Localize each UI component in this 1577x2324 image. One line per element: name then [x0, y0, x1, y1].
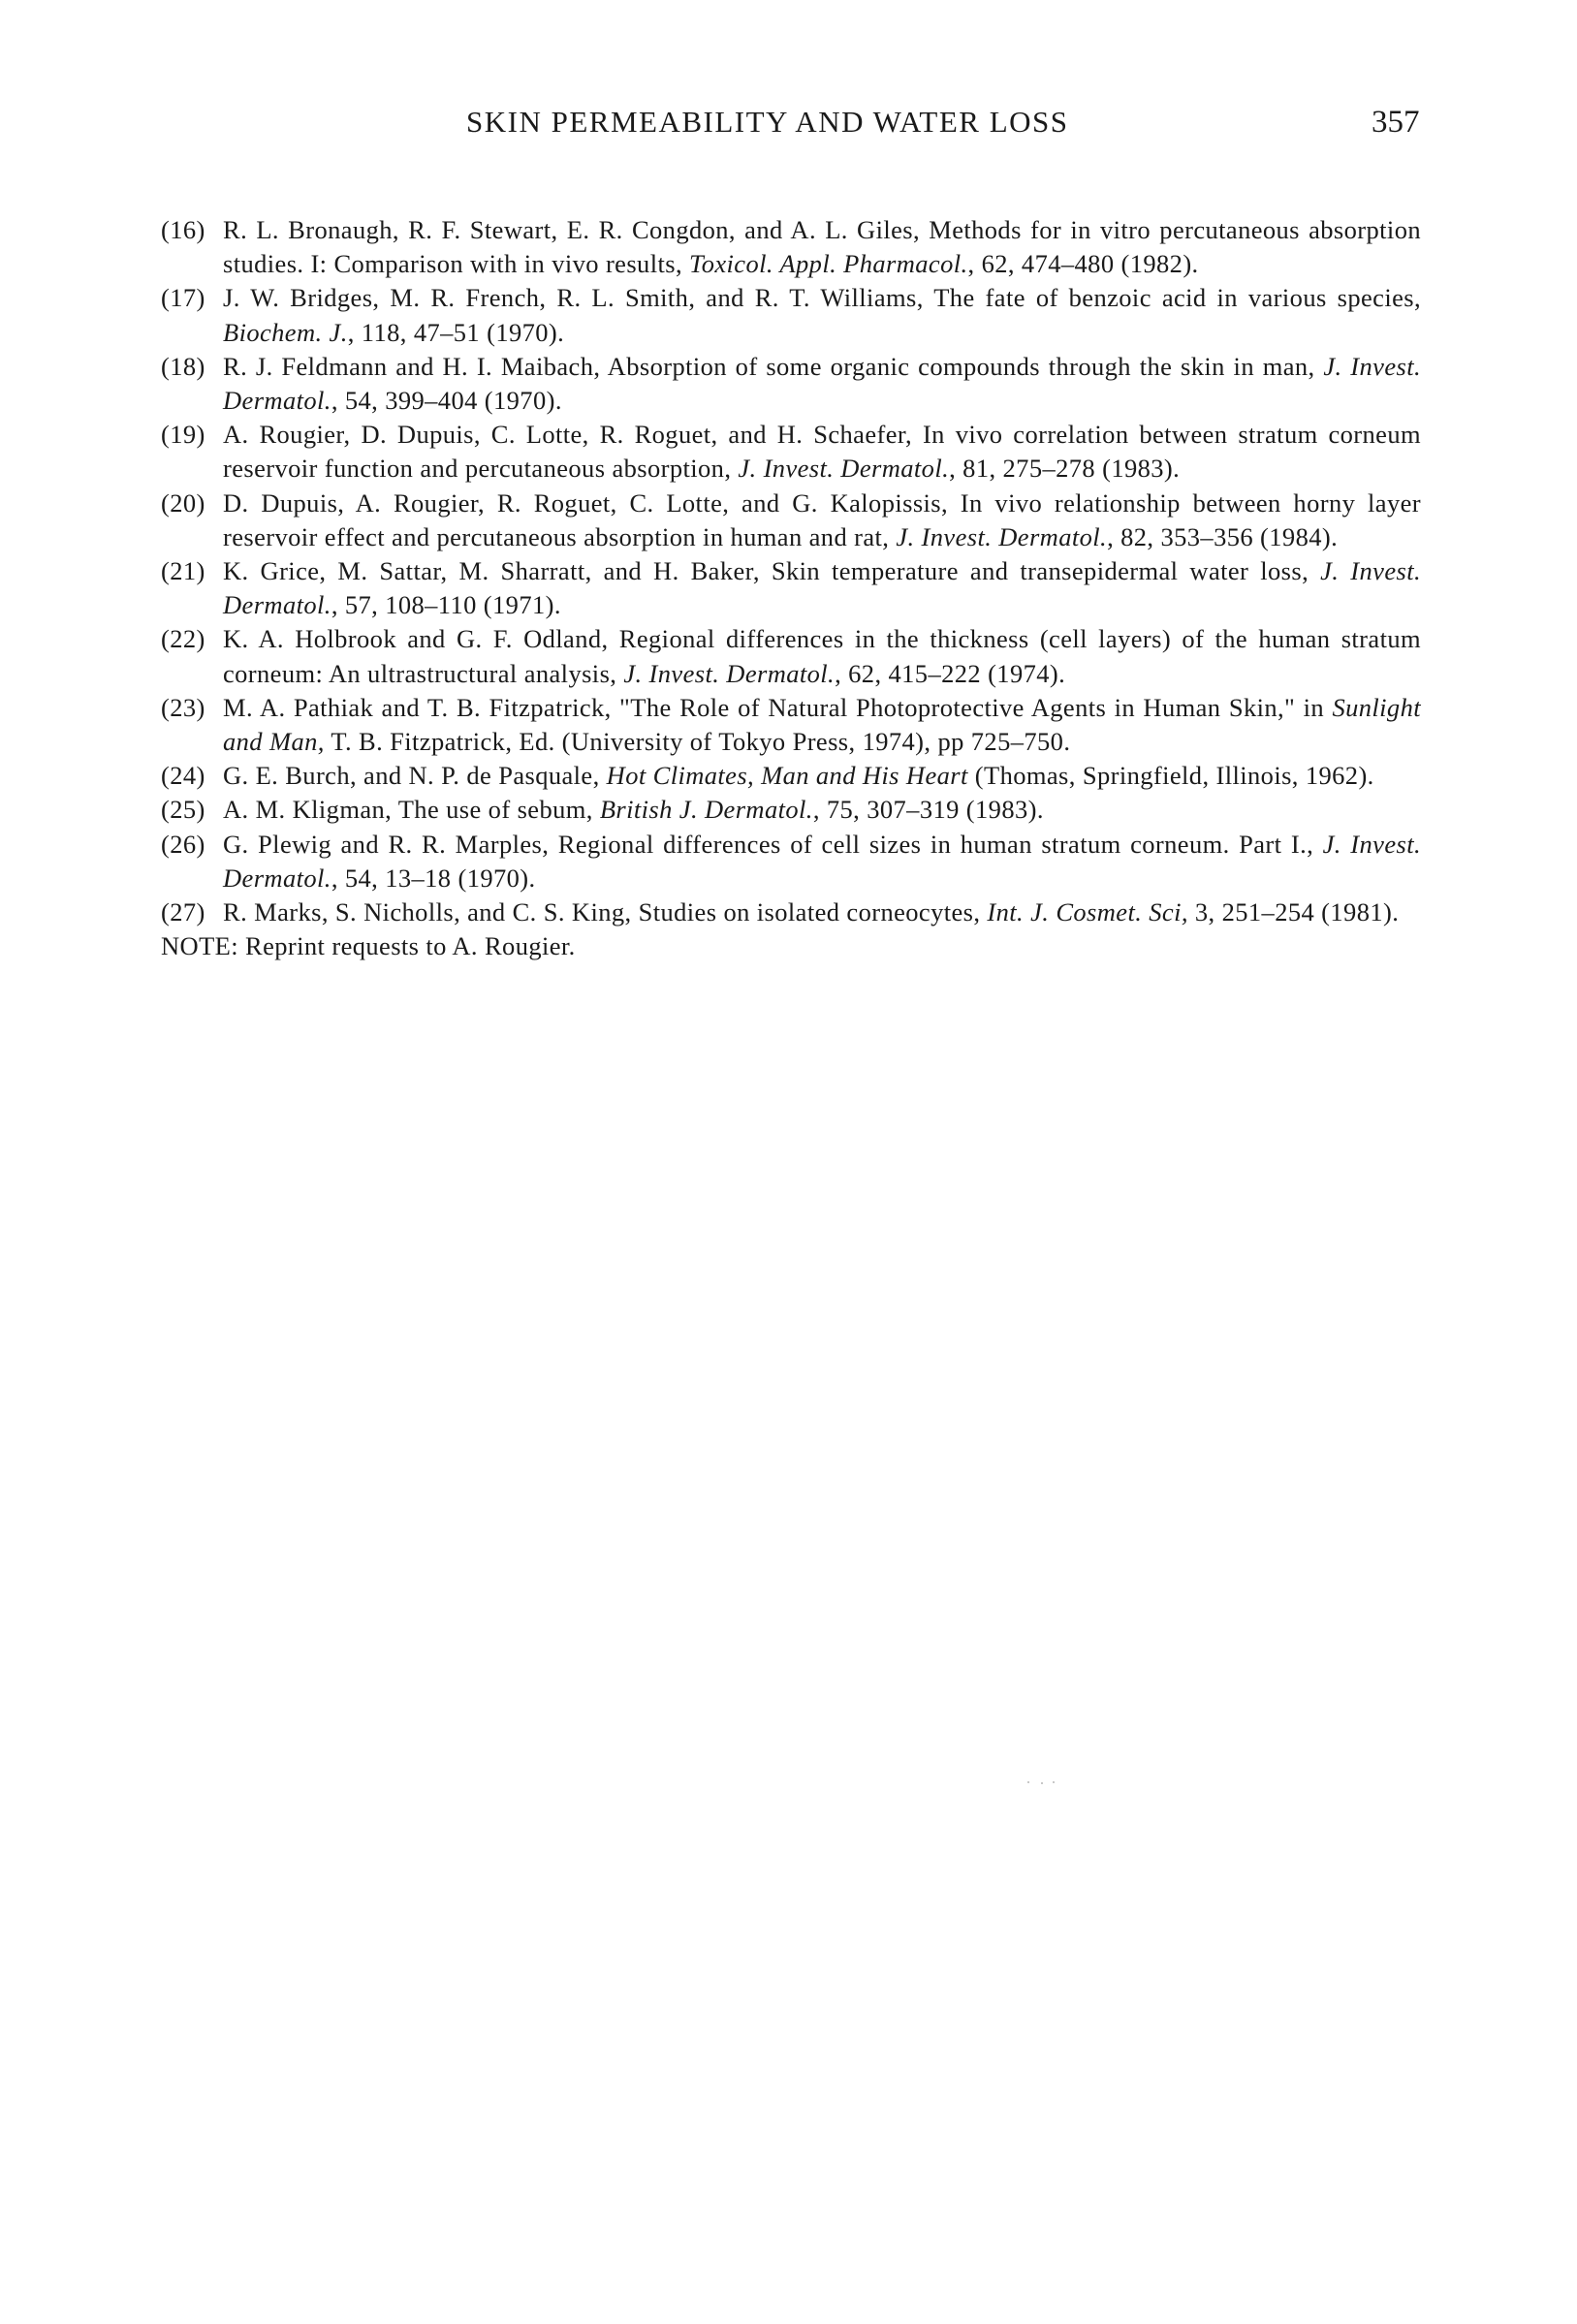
- reference-text: , 62, 474–480 (1982).: [967, 249, 1199, 279]
- reference-number: (24): [161, 761, 205, 791]
- reference-text: R. J. Feldmann and H. I. Maibach, Absorption of some organic compounds through the skin in man,: [223, 351, 1324, 381]
- reference-number: (21): [161, 556, 205, 586]
- reference-number: (16): [161, 215, 205, 244]
- reference-entry: [161, 759, 1421, 793]
- reference-entry: [161, 281, 1421, 349]
- reference-entry: [161, 350, 1421, 418]
- reference-number: (19): [161, 420, 205, 450]
- reference-text: K. Grice, M. Sattar, M. Sharratt, and H. Baker, Skin temperature and transepidermal water loss,: [223, 556, 1321, 586]
- reference-text: A. Rougier, D. Dupuis, C. Lotte, R. Roguet, and H. Schaefer, In vivo correlation between stratum corneum reservoir function and percutaneous absorption,: [223, 420, 1421, 484]
- scan-speck: [1053, 1781, 1055, 1783]
- reference-text: (Thomas, Springfield, Illinois, 1962).: [967, 761, 1374, 791]
- reference-text: , 118, 47–51 (1970).: [347, 317, 565, 347]
- reference-entry: [161, 691, 1421, 759]
- reference-text: G. E. Burch, and N. P. de Pasquale,: [223, 761, 607, 791]
- page-number: 357: [1372, 105, 1420, 140]
- reference-entry: [161, 622, 1421, 690]
- reference-source-italic: J. Invest. Dermatol.: [738, 454, 950, 484]
- reference-entry: [161, 828, 1421, 895]
- reference-entry: [161, 213, 1421, 281]
- reference-text: T. B. Fitzpatrick, Ed. (University of Tokyo Press, 1974), pp 725–750.: [324, 727, 1071, 757]
- reference-source-italic: J. Invest. Dermatol.: [623, 658, 836, 688]
- reference-text: 3, 251–254 (1981).: [1187, 897, 1400, 927]
- reference-text: G. Plewig and R. R. Marples, Regional differences of cell sizes in human stratum corneum. Part I.,: [223, 829, 1323, 859]
- reference-entry: [161, 554, 1421, 622]
- reference-text: , 57, 108–110 (1971).: [331, 590, 561, 620]
- reference-source-italic: J. Invest. Dermatol.: [896, 521, 1108, 551]
- reference-source-italic: J. Invest. Dermatol.: [223, 829, 1421, 893]
- reference-source-italic: Biochem. J.: [223, 317, 348, 347]
- reference-text: R. L. Bronaugh, R. F. Stewart, E. R. Congdon, and A. L. Giles, Methods for in vitro percutaneous absorption studies. I: Comparison with in vivo results,: [223, 215, 1421, 279]
- reference-text: , 75, 307–319 (1983).: [812, 795, 1044, 825]
- reference-number: (25): [161, 795, 205, 825]
- reference-text: , 81, 275–278 (1983).: [949, 454, 1181, 484]
- reference-list: [161, 213, 1421, 963]
- reference-source-italic: British J. Dermatol.: [599, 795, 813, 825]
- scan-speck: [1041, 1782, 1043, 1784]
- reference-text: , 62, 415–222 (1974).: [835, 658, 1066, 688]
- reference-text: , 82, 353–356 (1984).: [1107, 521, 1339, 551]
- reference-number: (18): [161, 351, 205, 381]
- reference-number: (22): [161, 624, 205, 654]
- scan-specks: [1027, 1781, 1057, 1785]
- reference-text: , 54, 399–404 (1970).: [331, 386, 562, 416]
- reference-entry: [161, 487, 1421, 554]
- reference-text: A. M. Kligman, The use of sebum,: [223, 795, 600, 825]
- reference-number: (27): [161, 897, 205, 927]
- reference-number: (23): [161, 692, 205, 722]
- reference-number: (20): [161, 487, 205, 518]
- reprint-note: NOTE: Reprint requests to A. Rougier.: [161, 931, 576, 961]
- reference-text: K. A. Holbrook and G. F. Odland, Regional differences in the thickness (cell layers) of the human stratum corneum: An ultrastructural analysis,: [223, 624, 1421, 688]
- reference-source-italic: Toxicol. Appl. Pharmacol.: [689, 249, 968, 279]
- running-head: [0, 105, 1577, 147]
- reference-entry: [161, 793, 1421, 827]
- scan-speck: [1027, 1781, 1029, 1783]
- reference-source-italic: J. Invest. Dermatol.: [223, 351, 1421, 416]
- reference-number: (17): [161, 283, 205, 313]
- reference-source-italic: Hot Climates, Man and His Heart: [606, 761, 968, 791]
- reference-entry: [161, 418, 1421, 486]
- reference-source-italic: Sunlight and Man,: [223, 692, 1421, 757]
- reference-text: J. W. Bridges, M. R. French, R. L. Smith, and R. T. Williams, The fate of benzoic acid in various species,: [223, 283, 1421, 313]
- reference-source-italic: J. Invest. Dermatol.: [223, 556, 1421, 620]
- reference-source-italic: Int. J. Cosmet. Sci,: [987, 897, 1188, 927]
- running-title: SKIN PERMEABILITY AND WATER LOSS: [466, 105, 1069, 139]
- reference-entry: [161, 895, 1421, 929]
- reference-text: M. A. Pathiak and T. B. Fitzpatrick, "The Role of Natural Photoprotective Agents in Human Skin," in: [223, 692, 1333, 722]
- reference-text: D. Dupuis, A. Rougier, R. Roguet, C. Lotte, and G. Kalopissis, In vivo relationship between horny layer reservoir effect and percutaneous absorption in human and rat,: [223, 487, 1421, 551]
- reference-text: R. Marks, S. Nicholls, and C. S. King, Studies on isolated corneocytes,: [223, 897, 988, 927]
- reference-text: , 54, 13–18 (1970).: [331, 863, 536, 893]
- reference-number: (26): [161, 829, 205, 859]
